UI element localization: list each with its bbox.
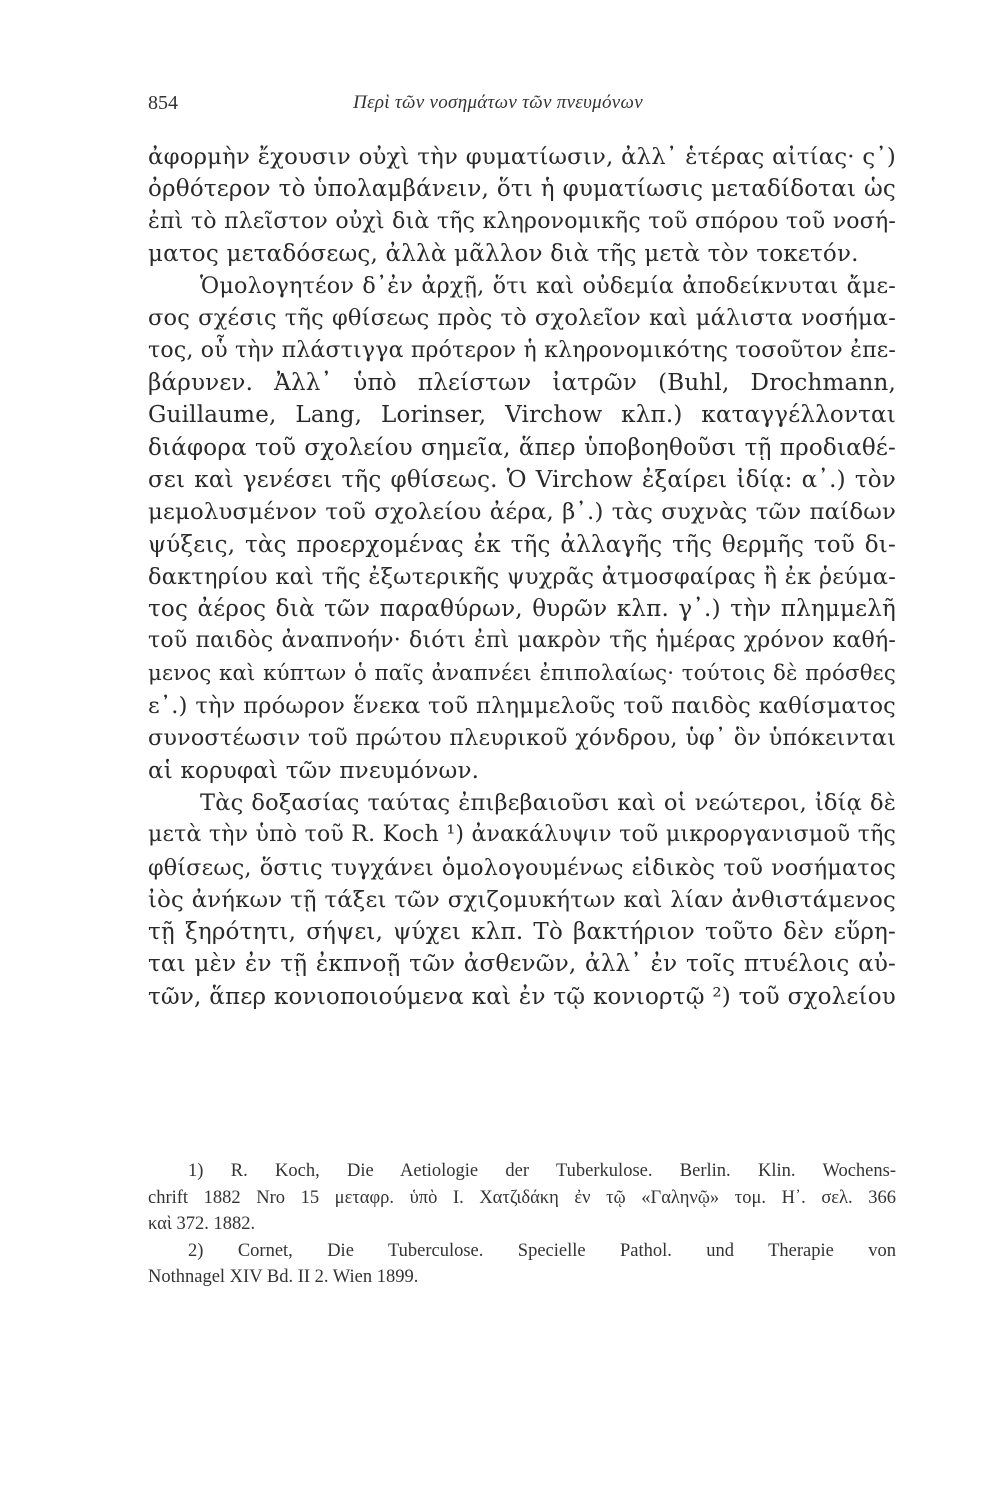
text-line: ἐπὶ τὸ πλεῖστον οὐχὶ διὰ τῆς κληρονομικῆς τοῦ σπόρου τοῦ νοσή- bbox=[148, 208, 896, 234]
text-line: βάρυνεν. Ἀλλ᾽ ὑπὸ πλείστων ἰατρῶν (Buhl, Drochmann, bbox=[148, 370, 896, 397]
text-line: ἰὸς ἀνήκων τῇ τάξει τῶν σχιζομυκήτων καὶ λίαν ἀνθιστάμενος bbox=[148, 886, 896, 913]
text-line: τοῦ παιδὸς ἀναπνοήν· διότι ἐπὶ μακρὸν τῆς ἡμέρας χρόνον καθή- bbox=[148, 628, 896, 654]
text-line: ψύξεις, τὰς προερχομένας ἐκ τῆς ἀλλαγῆς τῆς θερμῆς τοῦ δι- bbox=[148, 531, 896, 558]
text-line: ἀφορμὴν ἔχουσιν οὐχὶ τὴν φυματίωσιν, ἀλλ᾽ ἑτέρας αἰτίας· ς᾽) bbox=[148, 144, 896, 170]
footnote-line: καὶ 372. 1882. bbox=[148, 1214, 256, 1234]
text-line: ται μὲν ἐν τῇ ἐκπνοῇ τῶν ἀσθενῶν, ἀλλ᾽ ἐν τοῖς πτυέλοις αὐ- bbox=[148, 951, 896, 978]
text-line: σος σχέσις τῆς φθίσεως πρὸς τὸ σχολεῖον καὶ μάλιστα νοσήμα- bbox=[148, 305, 896, 332]
text-line: τῶν, ἅπερ κονιοποιούμενα καὶ ἐν τῷ κονιορτῷ ²) τοῦ σχολείου bbox=[148, 983, 896, 1010]
text-line: τος, οὗ τὴν πλάστιγγα πρότερον ἡ κληρονομικότης τοσοῦτον ἐπε- bbox=[148, 337, 896, 363]
text-line: δακτηρίου καὶ τῆς ἐξωτερικῆς ψυχρᾶς ἀτμοσφαίρας ἢ ἐκ ῥεύμα- bbox=[148, 563, 896, 590]
text-line: μεμολυσμένον τοῦ σχολείου ἀέρα, β᾽.) τὰς συχνὰς τῶν παίδων bbox=[148, 499, 896, 526]
paragraph-start-line: Τὰς δοξασίας ταύτας ἐπιβεβαιοῦσι καὶ οἱ νεώτεροι, ἰδίᾳ δὲ bbox=[200, 789, 896, 816]
text-line: ματος μεταδόσεως, ἀλλὰ μᾶλλον διὰ τῆς μετὰ τὸν τοκετόν. bbox=[148, 240, 859, 267]
running-title: Περὶ τῶν νοσημάτων τῶν πνευμόνων bbox=[353, 92, 643, 113]
text-line: συνοστέωσιν τοῦ πρώτου πλευρικοῦ χόνδρου, ὑφ᾽ ὃν ὑπόκεινται bbox=[148, 725, 896, 752]
footnotes bbox=[148, 1158, 896, 1291]
text-line: μετὰ τὴν ὑπὸ τοῦ R. Koch ¹) ἀνακάλυψιν τοῦ μικρoργανισμοῦ τῆς bbox=[148, 822, 896, 848]
page-number: 854 bbox=[148, 92, 178, 114]
body-text bbox=[148, 141, 896, 1013]
paragraph-start-line: Ὁμολογητέον δ᾽ἐν ἀρχῇ, ὅτι καὶ οὐδεμία ἀποδείκνυται ἄμε- bbox=[200, 273, 896, 300]
footnote-line: 1) R. Koch, Die Aetiologie der Tuberkulose. Berlin. Klin. Wochens- bbox=[188, 1161, 896, 1181]
text-line: αἱ κορυφαὶ τῶν πνευμόνων. bbox=[148, 757, 480, 784]
footnote-line: Nothnagel XIV Bd. II 2. Wien 1899. bbox=[148, 1267, 419, 1287]
text-line: τῇ ξηρότητι, σήψει, ψύχει κλπ. Τὸ βακτήριον τοῦτο δὲν εὕρη- bbox=[148, 919, 896, 946]
text-line: Guillaume, Lang, Lorinser, Virchow κλπ.) καταγγέλλονται bbox=[148, 402, 896, 429]
text-line: διάφορα τοῦ σχολείου σημεῖα, ἅπερ ὑποβοηθοῦσι τῇ προδιαθέ- bbox=[148, 434, 896, 461]
text-line: τος ἀέρος διὰ τῶν παραθύρων, θυρῶν κλπ. γ᾽.) τὴν πλημμελῆ bbox=[148, 596, 896, 623]
footnote-line: chrift 1882 Nro 15 μεταφρ. ὑπὸ Ι. Χατζιδάκη ἐν τῷ «Γαληνῷ» τομ. Η᾽. σελ. 366 bbox=[148, 1187, 896, 1208]
text-line: ε᾽.) τὴν πρόωρον ἕνεκα τοῦ πλημμελοῦς τοῦ παιδὸς καθίσματος bbox=[148, 693, 896, 720]
footnote-line: 2) Cornet, Die Tuberculose. Specielle Pathol. und Therapie von bbox=[188, 1240, 896, 1261]
text-line: μενος καὶ κύπτων ὁ παῖς ἀναπνέει ἐπιπολαίως· τούτοις δὲ πρόσθες bbox=[148, 660, 896, 686]
text-line: φθίσεως, ὅστις τυγχάνει ὁμολογουμένως εἰδικὸς τοῦ νοσήματος bbox=[148, 854, 896, 881]
text-line: ὀρθότερον τὸ ὑπολαμβάνειν, ὅτι ἡ φυματίωσις μεταδίδοται ὡς bbox=[148, 176, 896, 203]
text-line: σει καὶ γενέσει τῆς φθίσεως. Ὁ Virchow ἐξαίρει ἰδίᾳ: α᾽.) τὸν bbox=[148, 466, 896, 493]
